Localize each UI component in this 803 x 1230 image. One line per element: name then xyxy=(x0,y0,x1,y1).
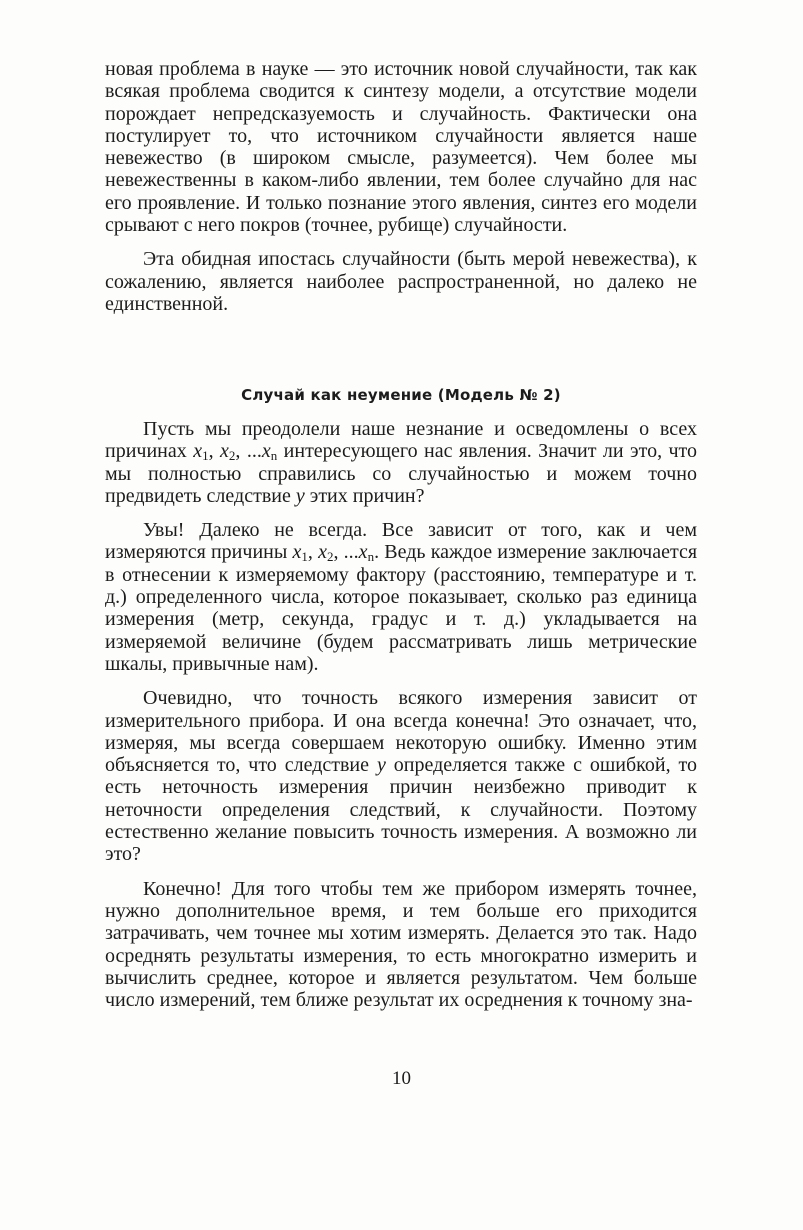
paragraph-3: Пусть мы преодолели наше незнание и осведомлены о всех причинах $x_1$, $x_2$, $...x_n$ интересующего нас явления. Значит ли это, что мы полностью справились со случайностью и можем точно предвидеть следствие y этих причин? xyxy=(105,418,698,507)
section-heading: Случай как неумение (Модель № 2) xyxy=(241,386,561,404)
paragraph-4: Увы! Далеко не всегда. Все зависит от того, как и чем измеряются причины $x_1$, $x_2$, $...x_n$. Ведь каждое измерение заключается в отнесении к измеряемому фактору (расстоянию, температуре и т. д.) определенного числа, которое показывает, сколько раз единица измерения (метр, секунда, градус и т. д.) укладывается на измеряемой величине (будем рассматривать лишь метрические шкалы, привычные нам). xyxy=(105,519,698,675)
paragraph-6: Конечно! Для того чтобы тем же прибором измерять точнее, нужно дополнительное время, и тем больше его приходится затрачивать, чем точнее мы хотим измерять. Делается это так. Надо осреднять результаты измерения, то есть многократно измерить и вычислить среднее, которое и является результатом. Чем больше число измерений, тем ближе результат их осреднения к точному зна- xyxy=(105,877,697,1012)
section-text xyxy=(105,418,697,1011)
paragraph-2: Эта обидная ипостась случайности (быть мерой невежества), к сожалению, является наиболее распространенной, но далеко не единственной. xyxy=(105,248,697,315)
page-number: 10 xyxy=(392,1068,411,1089)
intro-text xyxy=(105,58,697,315)
paragraph-1: новая проблема в науке — это источник новой случайности, так как всякая проблема сводится к синтезу модели, а отсутствие модели порождает непредсказуемость и случайность. Фактически она постулирует то, что источником случайности является наше невежество (в широком смысле, разумеется). Чем более мы невежественны в каком-либо явлении, тем более случайно для нас его проявление. И только познание этого явления, синтез его модели срывают с него покров (точнее, рубище) случайности. xyxy=(105,58,697,237)
paragraph-5: Очевидно, что точность всякого измерения зависит от измерительного прибора. И она всегда конечна! Это означает, что, измеряя, мы всегда совершаем некоторую ошибку. Именно этим объясняется то, что следствие y определяется также с ошибкой, то есть неточность измерения причин неизбежно приводит к неточности определения следствий, к случайности. Поэтому естественно желание повысить точность измерения. А возможно ли это? xyxy=(105,687,697,866)
